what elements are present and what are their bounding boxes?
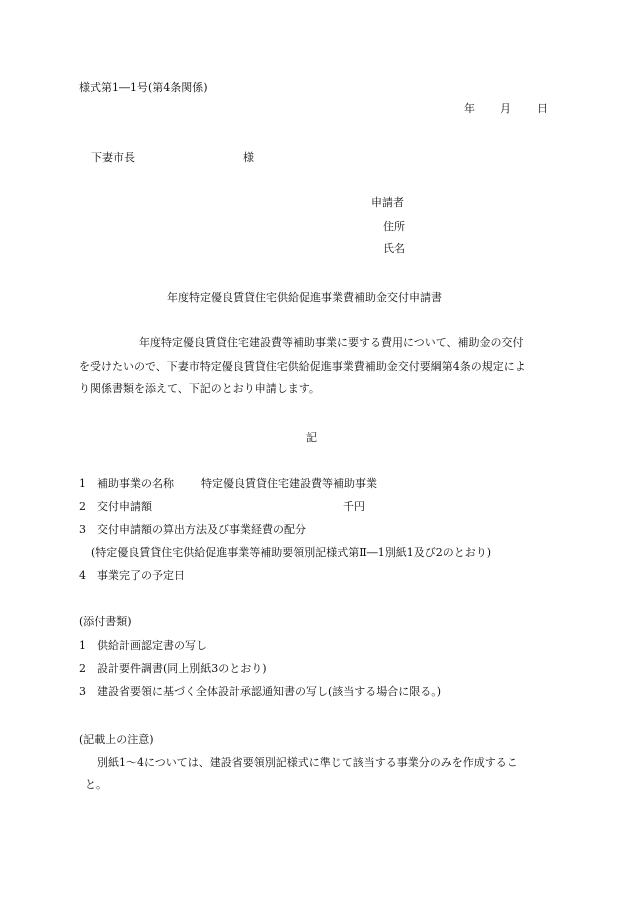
item-2-number: 2 (79, 500, 86, 513)
attachment-3: 3 建設省要領に基づく全体設計承認通知書の写し(該当する場合に限る。) (79, 685, 442, 698)
item-4-number: 4 (79, 569, 86, 582)
item-3-label: 交付申請額の算出方法及び事業経費の配分 (97, 523, 306, 536)
attachment-1: 1 供給計画認定書の写し (79, 639, 207, 652)
applicant-address-label: 住所 (383, 220, 405, 233)
date-month: 月 (500, 102, 511, 115)
item-2-unit: 千円 (343, 500, 365, 513)
ki-heading: 記 (306, 431, 317, 444)
item-3-number: 3 (79, 523, 86, 536)
form-number: 様式第1―1号(第4条関係) (79, 81, 208, 94)
attachment-2: 2 設計要件調書(同上別紙3のとおり) (79, 662, 267, 675)
notes-heading: (記載上の注意) (79, 733, 154, 746)
addressee-honorific: 様 (243, 151, 254, 164)
document-title: 年度特定優良賃貸住宅供給促進事業費補助金交付申請書 (167, 291, 442, 304)
notes-line-2: と。 (85, 778, 107, 791)
body-line-2: を受けたいので、下妻市特定優良賃貸住宅供給促進事業費補助金交付要綱第4条の規定によ (79, 360, 526, 373)
item-1-label: 補助事業の名称 (97, 477, 174, 490)
item-2-label: 交付申請額 (97, 500, 152, 513)
item-1-value: 特定優良賃貸住宅建設費等補助事業 (201, 477, 377, 490)
addressee-name: 下妻市長 (91, 151, 135, 164)
date-day: 日 (537, 102, 548, 115)
body-line-3: り関係書類を添えて、下記のとおり申請します。 (79, 382, 320, 395)
notes-line-1: 別紙1～4については、建設省要領別記様式に準じて該当する事業分のみを作成するこ (97, 756, 518, 769)
attachments-heading: (添付書類) (79, 615, 132, 628)
item-1-number: 1 (79, 477, 86, 490)
item-3-note: (特定優良賃貸住宅供給促進事業等補助要領別記様式第Ⅱ―1別紙1及び2のとおり) (91, 546, 492, 559)
item-4-label: 事業完了の予定日 (97, 569, 185, 582)
date-year: 年 (464, 102, 475, 115)
applicant-label: 申請者 (371, 196, 404, 209)
body-line-1: 年度特定優良賃貸住宅建設費等補助事業に要する費用について、補助金の交付 (139, 336, 524, 349)
applicant-name-label: 氏名 (383, 242, 405, 255)
